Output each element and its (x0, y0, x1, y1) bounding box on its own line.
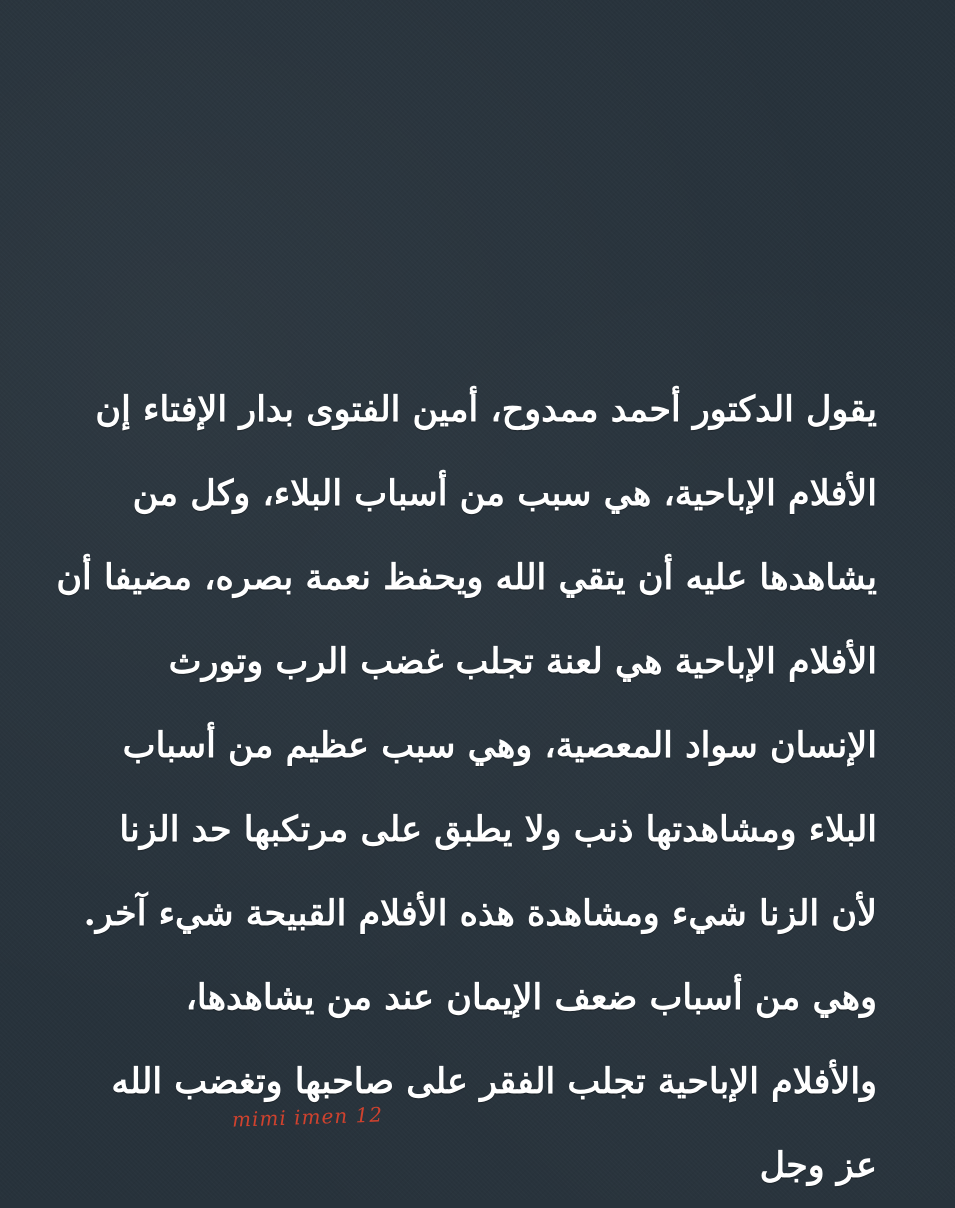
article-line: لأن الزنا شيء ومشاهدة هذه الأفلام القبيحة شيء آخر. (83, 893, 877, 934)
article-line: والأفلام الإباحية تجلب الفقر على صاحبها وتغضب الله (111, 1061, 877, 1102)
article-line: الأفلام الإباحية، هي سبب من أسباب البلاء، وكل من (132, 473, 877, 514)
article-text (56, 368, 877, 1208)
article-line: عز وجل (759, 1145, 877, 1186)
article-line: يقول الدكتور أحمد ممدوح، أمين الفتوى بدار الإفتاء إن (95, 389, 877, 430)
article-line: الأفلام الإباحية هي لعنة تجلب غضب الرب وتورث (168, 641, 877, 682)
handwritten-signature: mimi imen 12 (231, 1102, 384, 1132)
article-line: البلاء ومشاهدتها ذنب ولا يطبق على مرتكبها حد الزنا (119, 809, 877, 850)
article-line: الإنسان سواد المعصية، وهي سبب عظيم من أسباب (122, 725, 877, 766)
article-line: يشاهدها عليه أن يتقي الله ويحفظ نعمة بصره، مضيفا أن (56, 557, 877, 598)
article-line: وهي من أسباب ضعف الإيمان عند من يشاهدها، (185, 977, 877, 1018)
